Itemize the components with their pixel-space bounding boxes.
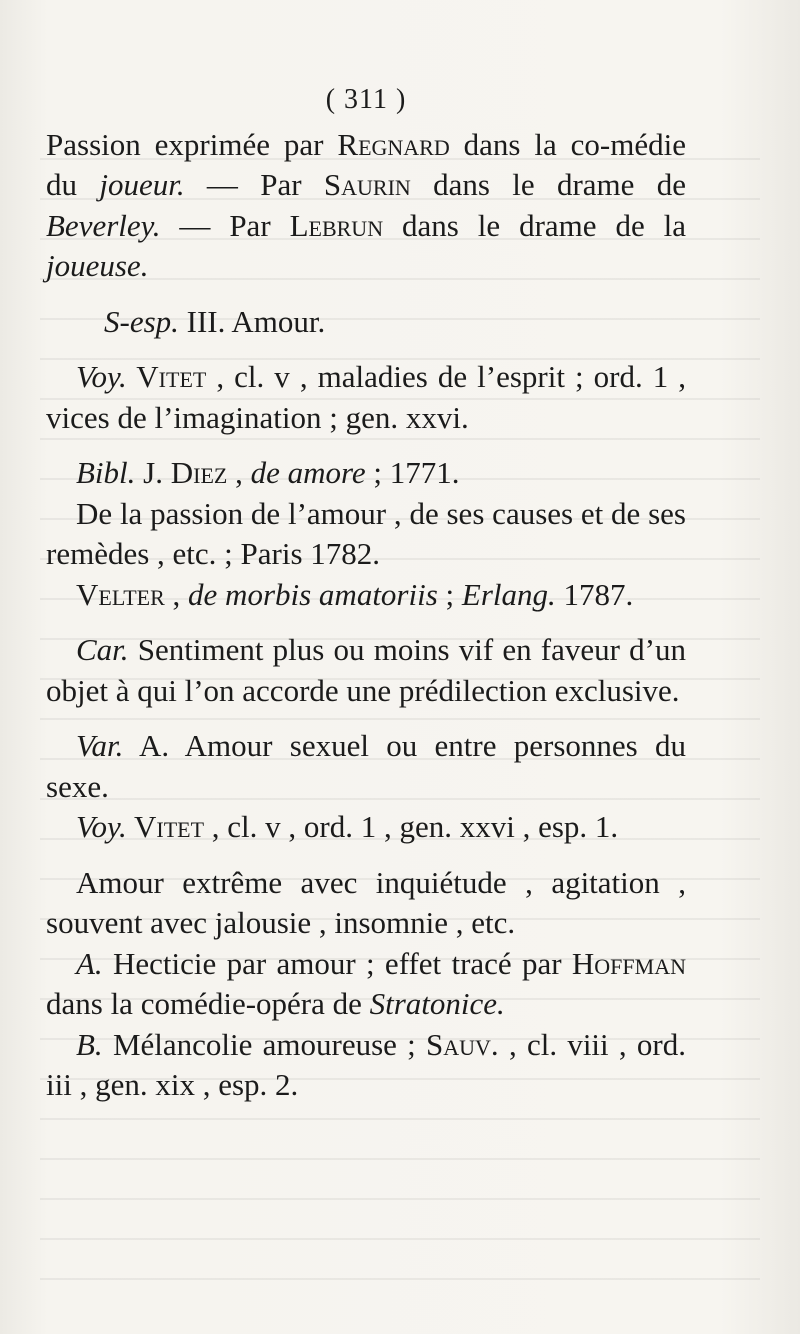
text: , xyxy=(227,455,251,490)
abbrev: Var. xyxy=(76,728,124,763)
abbrev: Voy. xyxy=(76,359,127,394)
author-name: Regnard xyxy=(337,126,450,162)
author-name: Diez xyxy=(170,455,228,490)
page-text xyxy=(46,80,686,1106)
author-name: Velter xyxy=(76,576,165,612)
author-name: Hoffman xyxy=(571,945,686,981)
paragraph-de-la-passion: De la passion de l’amour , de ses causes et de ses remèdes , etc. ; Paris 1782. xyxy=(46,495,686,571)
paragraph-voy-2 xyxy=(46,807,686,848)
paragraph-var xyxy=(46,726,686,807)
paragraph-velter xyxy=(46,575,686,616)
abbrev: Car. xyxy=(76,632,129,667)
abbrev: Bibl. xyxy=(76,455,136,490)
work-title: joueur. xyxy=(99,167,185,202)
text: , cl. viii , ord. iii , gen. xix , esp. 2. xyxy=(46,1026,686,1102)
author-name: Sauv. xyxy=(426,1026,499,1062)
paragraph-b-melancolie xyxy=(46,1025,686,1106)
paragraph-car xyxy=(46,630,686,711)
abbrev: Voy. xyxy=(76,809,127,844)
text: , xyxy=(164,576,189,612)
abbrev: B. xyxy=(76,1026,103,1062)
text: , cl. v , maladies de l’esprit ; ord. 1 , vices de l’imagination ; gen. xxvi. xyxy=(46,359,687,435)
work-title: joueuse. xyxy=(46,248,149,283)
author-name: Vitet xyxy=(126,359,207,394)
author-name: Vitet xyxy=(126,809,205,844)
work-title: de morbis amatoriis xyxy=(188,576,438,612)
text: , cl. v , ord. 1 , gen. xxvi , esp. 1. xyxy=(204,809,619,844)
paragraph-voy-1 xyxy=(46,357,686,438)
text: 1787. xyxy=(555,576,634,612)
author-name: Lebrun xyxy=(289,207,384,243)
text: — Par xyxy=(160,207,290,243)
paragraph-amour-extreme: Amour extrême avec inquiétude , agitation , souvent avec jalousie , insomnie , etc. xyxy=(46,864,686,940)
paragraph-bibl xyxy=(46,453,686,494)
abbrev: A. xyxy=(76,945,103,981)
heading-text: III. Amour. xyxy=(178,303,326,339)
paragraph-passion xyxy=(46,125,686,287)
section-heading xyxy=(46,302,686,343)
text: ; xyxy=(437,576,462,612)
author-name: Saurin xyxy=(323,167,411,202)
abbrev: S-esp. xyxy=(104,303,179,339)
work-title: de amore xyxy=(250,455,366,490)
text: A. Amour sexuel ou entre personnes du sexe. xyxy=(46,728,686,804)
place: Erlang. xyxy=(461,576,556,612)
text: Passion exprimée par xyxy=(46,126,338,162)
text: ; 1771. xyxy=(365,455,460,490)
text: Hecticie par amour ; effet tracé par xyxy=(102,945,572,981)
page-number: ( 311 ) xyxy=(325,84,407,115)
text: dans la comédie-opéra de xyxy=(46,986,370,1021)
text: dans le drame de xyxy=(410,167,686,202)
text: Sentiment plus ou moins vif en faveur d’un objet à qui l’on accorde une prédilection exclusive. xyxy=(46,632,686,708)
text: — Par xyxy=(184,167,324,202)
text: J. xyxy=(135,455,171,490)
work-title: Beverley. xyxy=(46,207,161,243)
text: dans la co-médie du xyxy=(46,126,686,202)
paragraph-a-hecticie xyxy=(46,944,686,1025)
text: dans le drame de la xyxy=(383,207,687,243)
work-title: Stratonice. xyxy=(369,986,505,1021)
text: Mélancolie amoureuse ; xyxy=(102,1026,427,1062)
